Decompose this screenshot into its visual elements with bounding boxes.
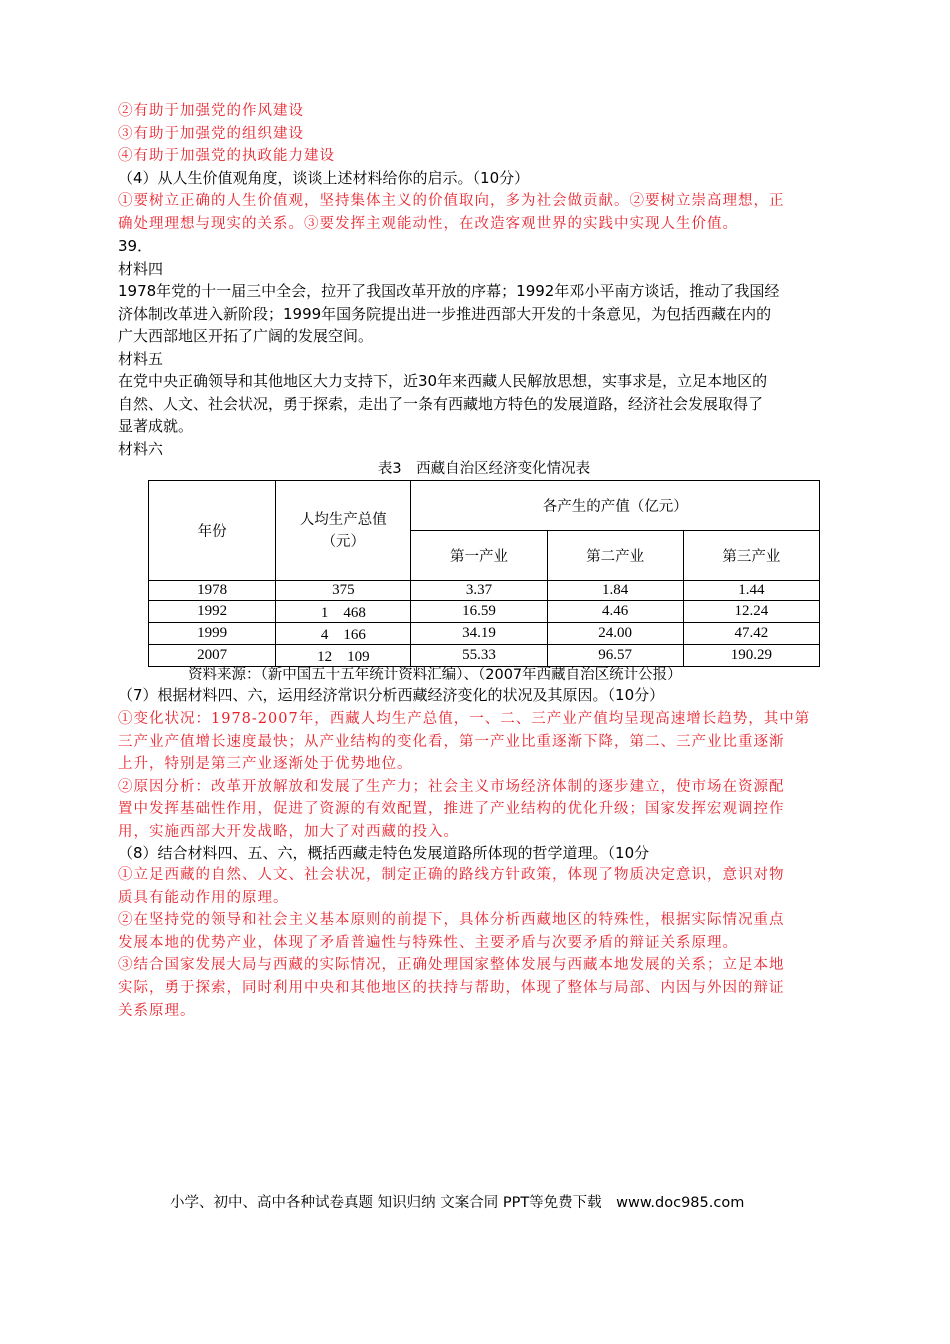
answer-line: 质具有能动作用的原理。 [118, 889, 289, 906]
question-4-answer [118, 190, 785, 235]
table-source: 资料来源：（新中国五十五年统计资料汇编）、（2007年西藏自治区统计公报） [188, 667, 682, 683]
cell: 34.19 [411, 623, 547, 645]
material-5-line: 显著成就。 [118, 417, 194, 435]
answer-line: ④有助于加强党的执政能力建设 [118, 148, 335, 165]
answer-line: 用，实施西部大开发战略，加大了对西藏的投入。 [118, 823, 459, 840]
material-5-line: 在党中央正确领导和其他地区大力支持下，近30年来西藏人民解放思想，实事求是，立足本地区的 [118, 372, 768, 390]
answer-line: 三产业产值增长速度最快；从产业结构的变化看，第一产业比重逐渐下降，第二、三产业比重逐渐 [118, 733, 785, 750]
table-row [149, 623, 820, 645]
header-industry-group: 各产生的产值（亿元） [411, 481, 820, 531]
header-primary: 第一产业 [411, 531, 547, 581]
answer-line: ①立足西藏的自然、人文、社会状况，制定正确的路线方针政策，体现了物质决定意识，意识对物 [118, 867, 785, 883]
material-block [118, 235, 779, 460]
header-tertiary: 第三产业 [683, 531, 819, 581]
question-number: 39． [118, 237, 153, 255]
table-row [149, 601, 820, 623]
table-caption: 表3 西藏自治区经济变化情况表 [377, 461, 591, 477]
cell: 12 109 [276, 645, 411, 667]
cell: 1.84 [547, 581, 683, 601]
table-row [149, 581, 820, 601]
cell: 190.29 [683, 645, 819, 667]
top-answers [118, 100, 335, 168]
answer-line: ②有助于加强党的作风建设 [118, 103, 304, 119]
material-4-line: 济体制改革进入新阶段；1999年国务院提出进一步推进西部大开发的十条意见，为包括西藏在内的 [118, 304, 772, 323]
question-7-answer [118, 708, 810, 844]
cell: 1 468 [276, 601, 411, 623]
cell: 47.42 [683, 623, 819, 645]
header-secondary: 第二产业 [547, 531, 683, 581]
cell: 2007 [149, 645, 276, 667]
answer-line: ①要树立正确的人生价值观，坚持集体主义的价值取向，多为社会做贡献。②要树立崇高理想，正 [118, 193, 785, 209]
answer-line: 确处理理想与现实的关系。③要发挥主观能动性，在改造客观世界的实践中实现人生价值。 [118, 215, 738, 232]
material-5-line: 自然、人文、社会状况，勇于探索，走出了一条有西藏地方特色的发展道路，经济社会发展取得了 [118, 394, 764, 413]
material-5-title: 材料五 [118, 349, 164, 368]
cell: 3.37 [411, 581, 547, 601]
question-4: （4）从人生价值观角度，谈谈上述材料给你的启示。（10分） [118, 169, 530, 187]
header-year: 年份 [149, 481, 276, 581]
answer-line: 上升，特别是第三产业逐渐处于优势地位。 [118, 756, 413, 773]
cell: 55.33 [411, 645, 547, 667]
answer-line: ③结合国家发展大局与西藏的实际情况，正确处理国家整体发展与西藏本地发展的关系；立足本地 [118, 957, 785, 974]
question-7: （7）根据材料四、六，运用经济常识分析西藏经济变化的状况及其原因。（10分） [118, 686, 665, 704]
answer-line: 实际，勇于探索，同时利用中央和其他地区的扶持与帮助，体现了整体与局部、内因与外因的辩证 [118, 979, 785, 996]
header-gdp-per-capita: 人均生产总值 （元） [276, 481, 411, 581]
cell: 375 [276, 581, 411, 601]
cell: 24.00 [547, 623, 683, 645]
answer-line: 置中发挥基础性作用，促进了资源的有效配置，推进了产业结构的优化升级；国家发挥宏观调控作 [118, 801, 785, 818]
cell: 1999 [149, 623, 276, 645]
economy-table [148, 480, 820, 667]
question-8-answer [118, 864, 785, 1022]
cell: 96.57 [547, 645, 683, 667]
answer-line: ②在坚持党的领导和社会主义基本原则的前提下，具体分析西藏地区的特殊性，根据实际情况重点 [118, 912, 785, 929]
answer-line: ①变化状况：1978-2007年，西藏人均生产总值，一、二、三产业产值均呈现高速增长趋势，其中第 [118, 711, 811, 727]
answer-line: ③有助于加强党的组织建设 [118, 125, 304, 142]
answer-line: 关系原理。 [118, 1002, 196, 1019]
question-8: （8）结合材料四、五、六，概括西藏走特色发展道路所体现的哲学道理。（10分 [118, 844, 650, 862]
cell: 12.24 [683, 601, 819, 623]
footer-ad: 小学、初中、高中各种试卷真题 知识归纳 文案合同 PPT等免费下载 www.doc985.com [170, 1195, 745, 1211]
cell: 4.46 [547, 601, 683, 623]
cell: 4 166 [276, 623, 411, 645]
material-4-line: 1978年党的十一届三中全会，拉开了我国改革开放的序幕；1992年邓小平南方谈话，推动了我国经 [118, 282, 780, 300]
cell: 1992 [149, 601, 276, 623]
cell: 16.59 [411, 601, 547, 623]
material-4-line: 广大西部地区开拓了广阔的发展空间。 [118, 327, 374, 345]
answer-line: ②原因分析：改革开放解放和发展了生产力；社会主义市场经济体制的逐步建立，使市场在资源配 [118, 778, 785, 795]
answer-line: 发展本地的优势产业，体现了矛盾普遍性与特殊性、主要矛盾与次要矛盾的辩证关系原理。 [118, 934, 738, 951]
material-6-title: 材料六 [118, 439, 164, 458]
material-4-title: 材料四 [118, 259, 164, 278]
cell: 1978 [149, 581, 276, 601]
cell: 1.44 [683, 581, 819, 601]
